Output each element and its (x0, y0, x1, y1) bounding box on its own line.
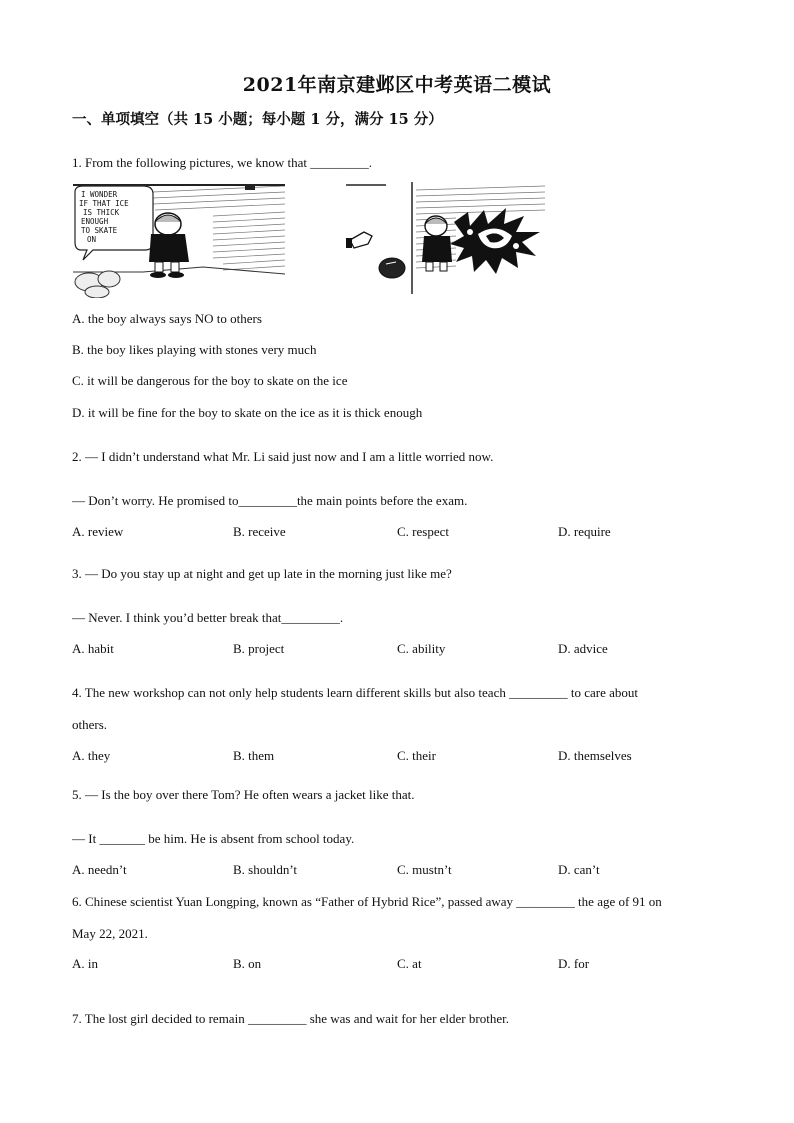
question-1-option-c: C. it will be dangerous for the boy to skate on the ice (72, 373, 348, 388)
question-5-option-d: D. can’t (558, 862, 600, 877)
question-2-option-d: D. require (558, 524, 611, 539)
question-4-option-a: A. they (72, 748, 111, 763)
question-3-option-a: A. habit (72, 641, 114, 656)
question-1-option-d: D. it will be fine for the boy to skate on the ice as it is thick enough (72, 405, 423, 420)
page-title: 2021年南京建邺区中考英语二模试 (242, 74, 552, 96)
question-3-line-1: 3. — Do you stay up at night and get up late in the morning just like me? (72, 566, 452, 581)
comic-text-line: I WONDER (81, 190, 118, 199)
question-5-option-b: B. shouldn’t (233, 862, 298, 877)
comic-text-line: IF THAT ICE (79, 199, 129, 208)
question-3-option-b: B. project (233, 641, 285, 656)
question-6-line-2: May 22, 2021. (72, 926, 148, 941)
question-1-stem: 1. From the following pictures, we know that _________. (72, 155, 373, 170)
question-2-option-b: B. receive (233, 524, 286, 539)
question-5-option-a: A. needn’t (72, 862, 127, 877)
question-4-line-2: others. (72, 717, 108, 732)
question-4-line-1: 4. The new workshop can not only help students learn different skills but also teach _________ to care about (72, 685, 638, 700)
comic-text-line: ON (87, 235, 97, 244)
question-3-option-d: D. advice (558, 641, 608, 656)
question-5-option-c: C. mustn’t (397, 862, 452, 877)
question-4-option-b: B. them (233, 748, 275, 763)
question-2-option-c: C. respect (397, 524, 449, 539)
question-2-line-1: 2. — I didn’t understand what Mr. Li said just now and I am a little worried now. (72, 449, 494, 464)
comic-picture-1 (73, 182, 285, 298)
question-4-option-c: C. their (397, 748, 436, 763)
question-6-option-b: B. on (233, 956, 262, 971)
question-7-line-1: 7. The lost girl decided to remain _________ she was and wait for her elder brother. (72, 1011, 509, 1026)
comic-text-line: ENOUGH (81, 217, 109, 226)
question-2-option-a: A. review (72, 524, 124, 539)
question-2-line-2: — Don’t worry. He promised to_________the main points before the exam. (72, 493, 468, 508)
question-6-line-1: 6. Chinese scientist Yuan Longping, known as “Father of Hybrid Rice”, passed away _________ the age of 91 on (72, 894, 662, 909)
comic-picture-2 (346, 182, 545, 294)
question-1-option-b: B. the boy likes playing with stones very much (72, 342, 317, 357)
question-6-option-a: A. in (72, 956, 98, 971)
comic-text-line: TO SKATE (81, 226, 118, 235)
question-5-line-1: 5. — Is the boy over there Tom? He often wears a jacket like that. (72, 787, 415, 802)
section-heading: 一、单项填空（共 15 小题；每小题 1 分，满分 15 分） (72, 111, 443, 128)
question-6-option-c: C. at (397, 956, 422, 971)
comic-text-line: IS THICK (83, 208, 120, 217)
question-6-option-d: D. for (558, 956, 590, 971)
question-3-option-c: C. ability (397, 641, 446, 656)
question-4-option-d: D. themselves (558, 748, 632, 763)
question-3-line-2: — Never. I think you’d better break that_________. (72, 610, 344, 625)
question-5-line-2: — It _______ be him. He is absent from school today. (72, 831, 355, 846)
question-1-option-a: A. the boy always says NO to others (72, 311, 262, 326)
